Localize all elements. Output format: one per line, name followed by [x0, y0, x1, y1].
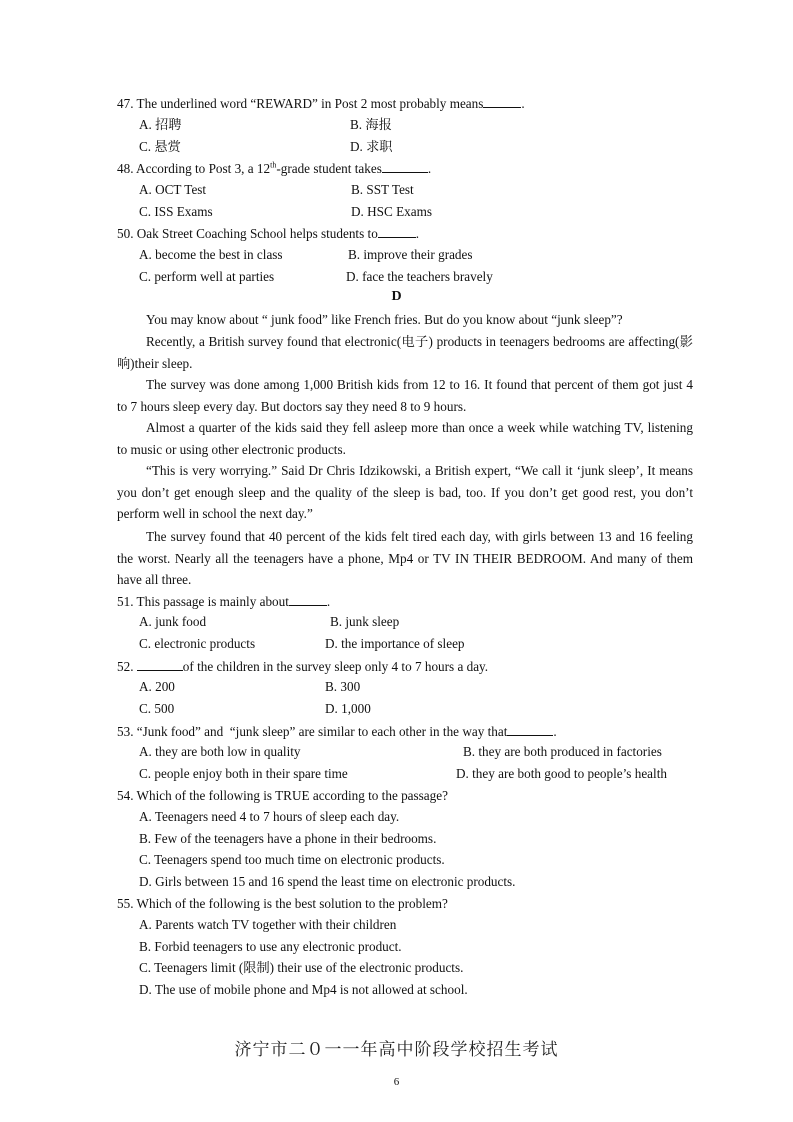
question-50-end: .: [415, 226, 420, 241]
question-54-option-b: B. Few of the teenagers have a phone in their bedrooms.: [139, 831, 437, 846]
passage-paragraph-3: The survey was done among 1,000 British kids from 12 to 16. It found that percent of them got just 4 to 7 hours sleep every day. But doctors say they need 8 to 9 hours.: [117, 377, 693, 414]
question-52-text: of the children in the survey sleep only 4 to 7 hours a day.: [182, 659, 489, 674]
question-47-option-c: C. 悬赏: [139, 139, 181, 154]
question-55-option-d: D. The use of mobile phone and Mp4 is not allowed at school.: [139, 982, 468, 997]
answer-blank: [289, 593, 327, 606]
question-48-option-c: C. ISS Exams: [139, 204, 213, 219]
question-50-option-b: B. improve their grades: [348, 247, 473, 262]
question-48-option-d: D. HSC Exams: [351, 204, 432, 219]
question-47-text: 47. The underlined word “REWARD” in Post 2 most probably means: [117, 96, 484, 111]
question-47-stem: [117, 95, 525, 112]
question-50-option-d: D. face the teachers bravely: [346, 269, 493, 284]
question-48-text-cont: -grade student takes: [276, 161, 382, 176]
passage-paragraph-2: Recently, a British survey found that electronic(电子) products in teenagers bedrooms are affecting(影响)their sleep.: [117, 334, 693, 371]
question-53-option-d: D. they are both good to people’s health: [456, 766, 667, 781]
question-48-stem: [117, 160, 431, 177]
question-53-text: 53. “Junk food” and “junk sleep” are similar to each other in the way that: [117, 724, 508, 739]
question-51-option-a: A. junk food: [139, 614, 207, 629]
question-50-option-c: C. perform well at parties: [139, 269, 275, 284]
answer-blank: [137, 658, 183, 671]
question-47-option-d: D. 求职: [350, 139, 393, 154]
question-47-option-a: A. 招聘: [139, 117, 182, 132]
question-51-text: 51. This passage is mainly about: [117, 594, 289, 609]
question-55-stem: 55. Which of the following is the best solution to the problem?: [117, 896, 448, 911]
question-53-option-a: A. they are both low in quality: [139, 744, 301, 759]
question-51-option-b: B. junk sleep: [330, 614, 400, 629]
question-51-option-c: C. electronic products: [139, 636, 256, 651]
question-47-end: .: [521, 96, 525, 111]
question-54-stem: 54. Which of the following is TRUE according to the passage?: [117, 788, 448, 803]
passage-paragraph-5: “This is very worrying.” Said Dr Chris Idzikowski, a British expert, “We call it ‘junk sleep’, It means you don’t get enough sleep and the quality of the sleep is bad, too. If you don’t get good rest, you don’t perform well in school the next day.”: [117, 463, 693, 522]
question-48-end: .: [427, 161, 432, 176]
answer-blank: [507, 723, 553, 736]
passage-paragraph-1: You may know about “ junk food” like French fries. But do you know about “junk sleep”?: [146, 312, 623, 327]
question-52-option-d: D. 1,000: [325, 701, 371, 716]
question-52-stem: [117, 658, 488, 675]
page-number: 6: [393, 1076, 400, 1088]
question-52-option-c: C. 500: [139, 701, 175, 716]
question-47-option-b: B. 海报: [350, 117, 392, 132]
question-55-option-c: C. Teenagers limit (限制) their use of the electronic products.: [139, 960, 464, 975]
question-51-end: .: [326, 594, 331, 609]
question-50-stem: [117, 225, 419, 242]
question-51-stem: [117, 593, 330, 610]
passage-heading: D: [391, 289, 402, 304]
question-55-option-a: A. Parents watch TV together with their children: [139, 917, 397, 932]
question-48-option-a: A. OCT Test: [139, 182, 207, 197]
question-54-option-c: C. Teenagers spend too much time on electronic products.: [139, 852, 445, 867]
question-53-option-b: B. they are both produced in factories: [463, 744, 662, 759]
question-48-option-b: B. SST Test: [351, 182, 414, 197]
question-54-option-a: A. Teenagers need 4 to 7 hours of sleep each day.: [139, 809, 400, 824]
question-53-end: .: [553, 724, 557, 739]
exam-title: 济宁市二０一一年高中阶段学校招生考试: [234, 1040, 559, 1060]
ordinal-suffix: th: [270, 160, 277, 170]
question-55-option-b: B. Forbid teenagers to use any electronic product.: [139, 939, 402, 954]
question-53-option-c: C. people enjoy both in their spare time: [139, 766, 348, 781]
question-50-option-a: A. become the best in class: [139, 247, 283, 262]
question-54-option-d: D. Girls between 15 and 16 spend the least time on electronic products.: [139, 874, 516, 889]
question-48-text: 48. According to Post 3, a 12: [117, 161, 271, 176]
question-50-text: 50. Oak Street Coaching School helps students to: [117, 226, 378, 241]
passage-paragraph-4: Almost a quarter of the kids said they fell asleep more than once a week while watching TV, listening to music or using other electronic products.: [117, 420, 693, 457]
question-53-stem: [117, 723, 557, 740]
question-52-option-b: B. 300: [325, 679, 361, 694]
passage-paragraph-6: The survey found that 40 percent of the kids felt tired each day, with girls between 13 and 16 feeling the worst. Nearly all the teenagers have a phone, Mp4 or TV IN THEIR BEDROOM. And many of them have all three.: [117, 529, 693, 588]
answer-blank: [378, 225, 416, 238]
question-52-option-a: A. 200: [139, 679, 175, 694]
question-52-number: 52.: [117, 659, 137, 674]
answer-blank: [382, 160, 428, 173]
answer-blank: [483, 95, 521, 108]
question-51-option-d: D. the importance of sleep: [325, 636, 465, 651]
